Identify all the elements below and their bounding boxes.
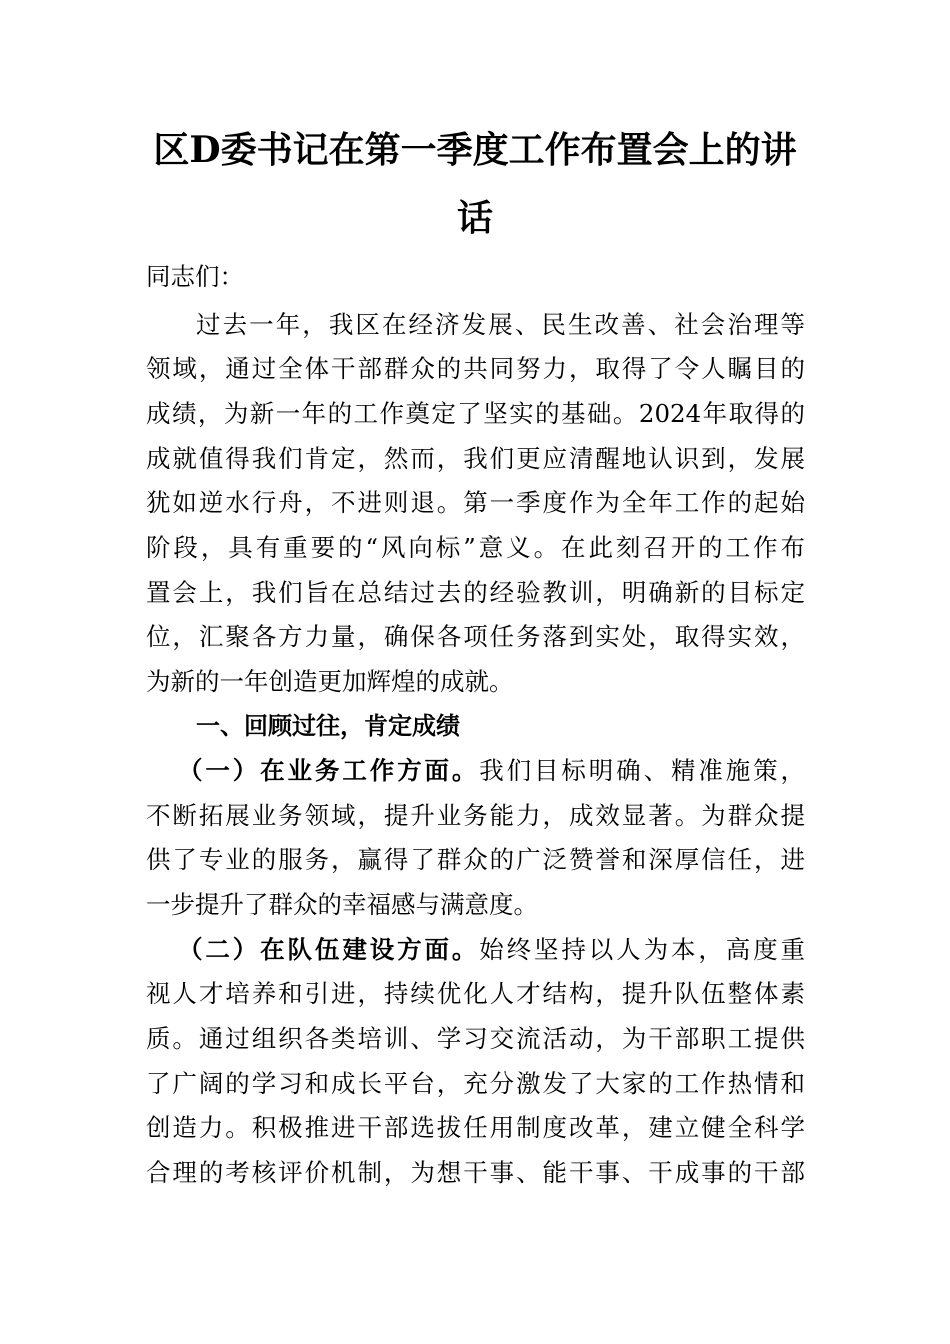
paragraph-1-line: 领域，通过全体干部群众的共同努力，取得了令人瞩目的 <box>146 354 805 383</box>
subsection-2-first-line-text: 始终坚持以人为本，高度重 <box>479 935 805 964</box>
paragraph-1-line: 犹如逆水行舟，不进则退。第一季度作为全年工作的起始 <box>146 488 805 517</box>
paragraph-1-line: 置会上，我们旨在总结过去的经验教训，明确新的目标定 <box>146 578 805 607</box>
subsection-1-line: 不断拓展业务领域，提升业务能力，成效显著。为群众提 <box>146 801 805 830</box>
subsection-1-line: 供了专业的服务，赢得了群众的广泛赞誉和深厚信任，进 <box>146 845 805 874</box>
subsection-2-line: 创造力。积极推进干部选拔任用制度改革，建立健全科学 <box>146 1113 805 1142</box>
paragraph-1-line: 成就值得我们肯定，然而，我们更应清醒地认识到，发展 <box>146 444 805 473</box>
subsection-2-line: 合理的考核评价机制，为想干事、能干事、干成事的干部 <box>146 1158 805 1187</box>
document-title-line-2: 话 <box>456 197 493 239</box>
subsection-1-lead: （一）在业务工作方面。 <box>178 756 480 785</box>
subsection-2-lead: （二）在队伍建设方面。 <box>178 935 480 964</box>
subsection-2-first-line <box>178 935 805 964</box>
subsection-2-line: 质。通过组织各类培训、学习交流活动，为干部职工提供 <box>146 1024 805 1053</box>
paragraph-1-line: 位，汇聚各方力量，确保各项任务落到实处，取得实效， <box>146 622 805 651</box>
section-1-heading: 一、回顾过往，肯定成绩 <box>196 712 460 740</box>
subsection-1-first-line-text: 我们目标明确、精准施策， <box>479 756 805 785</box>
paragraph-1-line: 成绩，为新一年的工作奠定了坚实的基础。2024年取得的 <box>146 399 805 428</box>
paragraph-1-line: 过去一年，我区在经济发展、民生改善、社会治理等 <box>196 310 805 339</box>
subsection-2-line: 了广阔的学习和成长平台，充分激发了大家的工作热情和 <box>146 1069 805 1098</box>
subsection-1-line: 一步提升了群众的幸福感与满意度。 <box>146 890 538 919</box>
subsection-2-line: 视人才培养和引进，持续优化人才结构，提升队伍整体素 <box>146 979 805 1008</box>
paragraph-1-line: 阶段，具有重要的“风向标”意义。在此刻召开的工作布 <box>146 533 805 562</box>
salutation: 同志们： <box>146 262 244 291</box>
document-title-line-1: 区D委书记在第一季度工作布置会上的讲 <box>153 129 797 171</box>
subsection-1-first-line <box>178 756 805 785</box>
paragraph-1-line: 为新的一年创造更加辉煌的成就。 <box>146 667 514 696</box>
